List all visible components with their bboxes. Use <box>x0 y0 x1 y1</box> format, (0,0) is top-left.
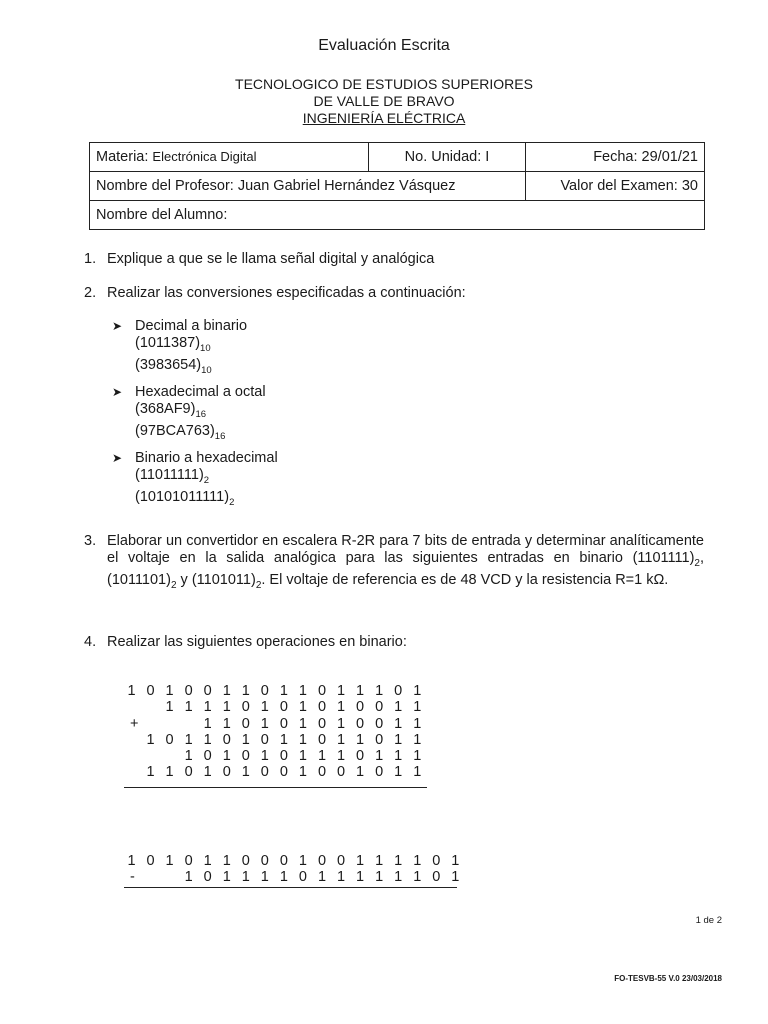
binary-digit: 1 <box>279 683 288 699</box>
binary-digit: 1 <box>184 748 193 765</box>
binary-digit: 1 <box>375 853 384 869</box>
binary-digit: 1 <box>203 715 212 732</box>
document-code: FO-TESVB-55 V.0 23/03/2018 <box>614 974 722 983</box>
binary-digit: 0 <box>375 715 384 732</box>
operand-row <box>122 683 432 699</box>
binary-digit: 0 <box>184 764 193 781</box>
question-3 <box>84 533 704 594</box>
binary-digit: 1 <box>222 715 231 732</box>
binary-digit: 1 <box>356 853 365 869</box>
binary-digit: 1 <box>127 853 136 869</box>
question-number: 2. <box>84 285 97 301</box>
conversion-value: $(11011111)_2$ <box>135 467 210 486</box>
binary-digit: 1 <box>241 683 250 699</box>
binary-digit: 0 <box>317 715 327 732</box>
question-1 <box>84 251 704 268</box>
unit-cell: No. Unidad: I <box>369 143 526 172</box>
binary-digit: 1 <box>337 715 346 732</box>
exam-value-cell: Valor del Examen: 30 <box>526 172 705 201</box>
binary-digit: 0 <box>184 853 193 869</box>
binary-digit: 1 <box>203 699 212 716</box>
binary-digit: 1 <box>413 699 422 716</box>
binary-sum-operation <box>122 683 432 781</box>
binary-digit: 0 <box>375 731 384 748</box>
binary-digit: 0 <box>432 869 441 886</box>
binary-digit: 1 <box>165 683 174 699</box>
institution-header <box>0 76 768 127</box>
operand-row <box>122 732 432 748</box>
binary-digit: 1 <box>298 699 307 716</box>
subject-cell <box>90 143 369 172</box>
binary-digit: 0 <box>260 853 269 869</box>
binary-digit: 1 <box>127 683 136 699</box>
binary-digit: 1 <box>165 764 174 781</box>
binary-digit: 1 <box>298 715 307 732</box>
exam-info-table <box>89 142 705 230</box>
binary-digit: 1 <box>394 748 403 765</box>
binary-digit: 0 <box>317 764 327 781</box>
question-text: Realizar las conversiones especificadas a continuación: <box>107 285 466 301</box>
binary-digit: 0 <box>222 731 231 748</box>
conversion-value: $(97BCA763)_{16}$ <box>135 422 226 442</box>
binary-digit: 0 <box>279 748 288 765</box>
binary-digit: 1 <box>394 731 403 748</box>
question-number: 3. <box>84 533 97 549</box>
operand-row <box>122 853 460 869</box>
binary-digit: 0 <box>356 715 365 732</box>
student-name-cell: Nombre del Alumno: <box>90 201 705 230</box>
binary-digit: 1 <box>375 683 384 699</box>
binary-digit: 0 <box>356 748 365 765</box>
binary-digit: 1 <box>260 748 269 765</box>
binary-digit: 1 <box>337 731 346 748</box>
binary-digit: 0 <box>279 699 288 716</box>
operator-symbol: - <box>130 869 135 886</box>
binary-digit: 0 <box>356 699 365 716</box>
question-text: Elaborar un convertidor en escalera R-2R para 7 bits de entrada y determinar analíticamente el voltaje en la salida analógica para las siguientes entradas en binario $(1101111)_2$, $(1011101)_2$ y $(1101011)_2$. El voltaje de referencia es de 48 VCD y la resistencia R=1 kΩ. <box>107 533 704 591</box>
binary-digit: 0 <box>337 853 346 869</box>
binary-digit: 1 <box>413 764 422 781</box>
question-text: Explique a que se le llama señal digital y analógica <box>107 251 435 267</box>
binary-digit: 0 <box>337 764 346 781</box>
binary-digit: 1 <box>165 699 174 716</box>
binary-digit: 1 <box>413 853 422 869</box>
binary-digit: 1 <box>146 731 155 748</box>
binary-digit: 0 <box>375 764 384 781</box>
operand-row <box>122 764 432 780</box>
sum-result-line <box>124 787 427 788</box>
conversion-value: $(1011387)_{10}$ <box>135 335 211 354</box>
binary-digit: 0 <box>317 683 327 699</box>
date-cell: Fecha: 29/01/21 <box>526 143 705 172</box>
binary-digit: 1 <box>260 715 269 732</box>
institution-name-line2: DE VALLE DE BRAVO <box>313 93 455 109</box>
professor-cell: Nombre del Profesor: Juan Gabriel Hernández Vásquez <box>90 172 526 201</box>
binary-digit: 1 <box>279 731 288 748</box>
conversion-group-binary-hex <box>112 450 278 511</box>
binary-digit: 0 <box>260 764 269 781</box>
binary-subtraction-operation <box>122 853 460 886</box>
binary-digit: 1 <box>260 699 269 716</box>
binary-digit: 0 <box>222 764 231 781</box>
career-name: INGENIERÍA ELÉCTRICA <box>302 110 466 126</box>
binary-digit: 1 <box>394 764 403 781</box>
binary-digit: 1 <box>222 853 231 869</box>
binary-digit: 0 <box>241 715 250 732</box>
binary-digit: 1 <box>337 869 346 886</box>
binary-digit: 1 <box>298 853 307 869</box>
binary-digit: 1 <box>241 764 250 781</box>
conversion-group-hex-octal <box>112 384 266 445</box>
binary-digit: 1 <box>413 748 422 765</box>
binary-digit: 0 <box>317 699 327 716</box>
binary-digit: 1 <box>317 869 327 886</box>
binary-digit: 0 <box>203 748 212 765</box>
binary-digit: 1 <box>451 853 460 869</box>
binary-digit: 1 <box>413 683 422 699</box>
binary-digit: 0 <box>260 683 269 699</box>
binary-digit: 1 <box>356 764 365 781</box>
binary-digit: 0 <box>184 683 193 699</box>
conversion-value: $(10101011111)_2$ <box>135 488 235 508</box>
binary-digit: 1 <box>394 699 403 716</box>
binary-digit: 1 <box>337 748 346 765</box>
binary-digit: 1 <box>279 869 288 886</box>
operand-row <box>122 748 432 764</box>
question-2 <box>84 285 704 302</box>
arrow-bullet-icon: ➤ <box>112 319 123 333</box>
binary-digit: 1 <box>298 683 307 699</box>
subtraction-result-line <box>124 887 457 888</box>
conversion-group-decimal-binary <box>112 318 247 379</box>
binary-digit: 0 <box>317 731 327 748</box>
institution-name-line1: TECNOLOGICO DE ESTUDIOS SUPERIORES <box>235 76 533 92</box>
binary-digit: 0 <box>203 869 212 886</box>
arrow-bullet-icon: ➤ <box>112 451 123 465</box>
binary-digit: 1 <box>241 869 250 886</box>
binary-digit: 1 <box>184 731 193 748</box>
page-number: 1 de 2 <box>695 915 722 926</box>
binary-digit: 1 <box>356 683 365 699</box>
binary-digit: 0 <box>375 699 384 716</box>
binary-digit: 1 <box>260 869 269 886</box>
binary-digit: 1 <box>184 869 193 886</box>
binary-digit: 0 <box>146 853 155 869</box>
binary-digit: 1 <box>413 869 422 886</box>
binary-digit: 1 <box>394 869 403 886</box>
binary-digit: 0 <box>279 764 288 781</box>
binary-digit: 0 <box>260 731 269 748</box>
question-number: 4. <box>84 634 97 650</box>
binary-digit: 0 <box>279 853 288 869</box>
binary-digit: 1 <box>356 731 365 748</box>
binary-digit: 1 <box>184 699 193 716</box>
binary-digit: 1 <box>356 869 365 886</box>
binary-digit: 1 <box>394 853 403 869</box>
binary-digit: 1 <box>451 869 460 886</box>
question-4 <box>84 634 704 651</box>
subject-label: Materia: <box>96 149 153 165</box>
exam-title: Evaluación Escrita <box>318 37 450 54</box>
operator-symbol: + <box>130 715 139 732</box>
binary-digit: 1 <box>222 748 231 765</box>
conversion-label: Hexadecimal a octal <box>135 384 266 400</box>
binary-digit: 0 <box>241 853 250 869</box>
binary-digit: 0 <box>432 853 441 869</box>
binary-digit: 1 <box>317 748 327 765</box>
binary-digit: 0 <box>279 715 288 732</box>
binary-digit: 0 <box>203 683 212 699</box>
binary-digit: 1 <box>222 699 231 716</box>
arrow-bullet-icon: ➤ <box>112 385 123 399</box>
binary-digit: 0 <box>317 853 327 869</box>
subject-value: Electrónica Digital <box>152 149 257 164</box>
binary-digit: 1 <box>298 748 307 765</box>
binary-digit: 1 <box>203 764 212 781</box>
binary-digit: 0 <box>165 731 174 748</box>
binary-digit: 1 <box>203 731 212 748</box>
binary-digit: 1 <box>241 731 250 748</box>
binary-digit: 1 <box>222 869 231 886</box>
binary-digit: 0 <box>394 683 403 699</box>
binary-digit: 1 <box>413 731 422 748</box>
binary-digit: 1 <box>298 764 307 781</box>
binary-digit: 1 <box>165 853 174 869</box>
operand-row <box>122 699 432 715</box>
binary-digit: 1 <box>375 869 384 886</box>
conversion-label: Binario a hexadecimal <box>135 450 278 466</box>
conversion-value: $(3983654)_{10}$ <box>135 356 212 376</box>
conversion-value: $(368AF9)_{16}$ <box>135 401 207 420</box>
question-text: Realizar las siguientes operaciones en binario: <box>107 634 407 650</box>
binary-digit: 1 <box>413 715 422 732</box>
binary-digit: 1 <box>337 683 346 699</box>
binary-digit: 1 <box>146 764 155 781</box>
binary-digit: 0 <box>241 748 250 765</box>
binary-digit: 1 <box>222 683 231 699</box>
binary-digit: 1 <box>337 699 346 716</box>
conversion-label: Decimal a binario <box>135 318 248 334</box>
operand-row <box>122 869 460 886</box>
binary-digit: 0 <box>298 869 307 886</box>
binary-digit: 1 <box>394 715 403 732</box>
binary-digit: 0 <box>146 683 155 699</box>
operand-row <box>122 716 432 732</box>
question-number: 1. <box>84 251 97 267</box>
binary-digit: 0 <box>241 699 250 716</box>
binary-digit: 1 <box>298 731 307 748</box>
binary-digit: 1 <box>375 748 384 765</box>
binary-digit: 1 <box>203 853 212 869</box>
